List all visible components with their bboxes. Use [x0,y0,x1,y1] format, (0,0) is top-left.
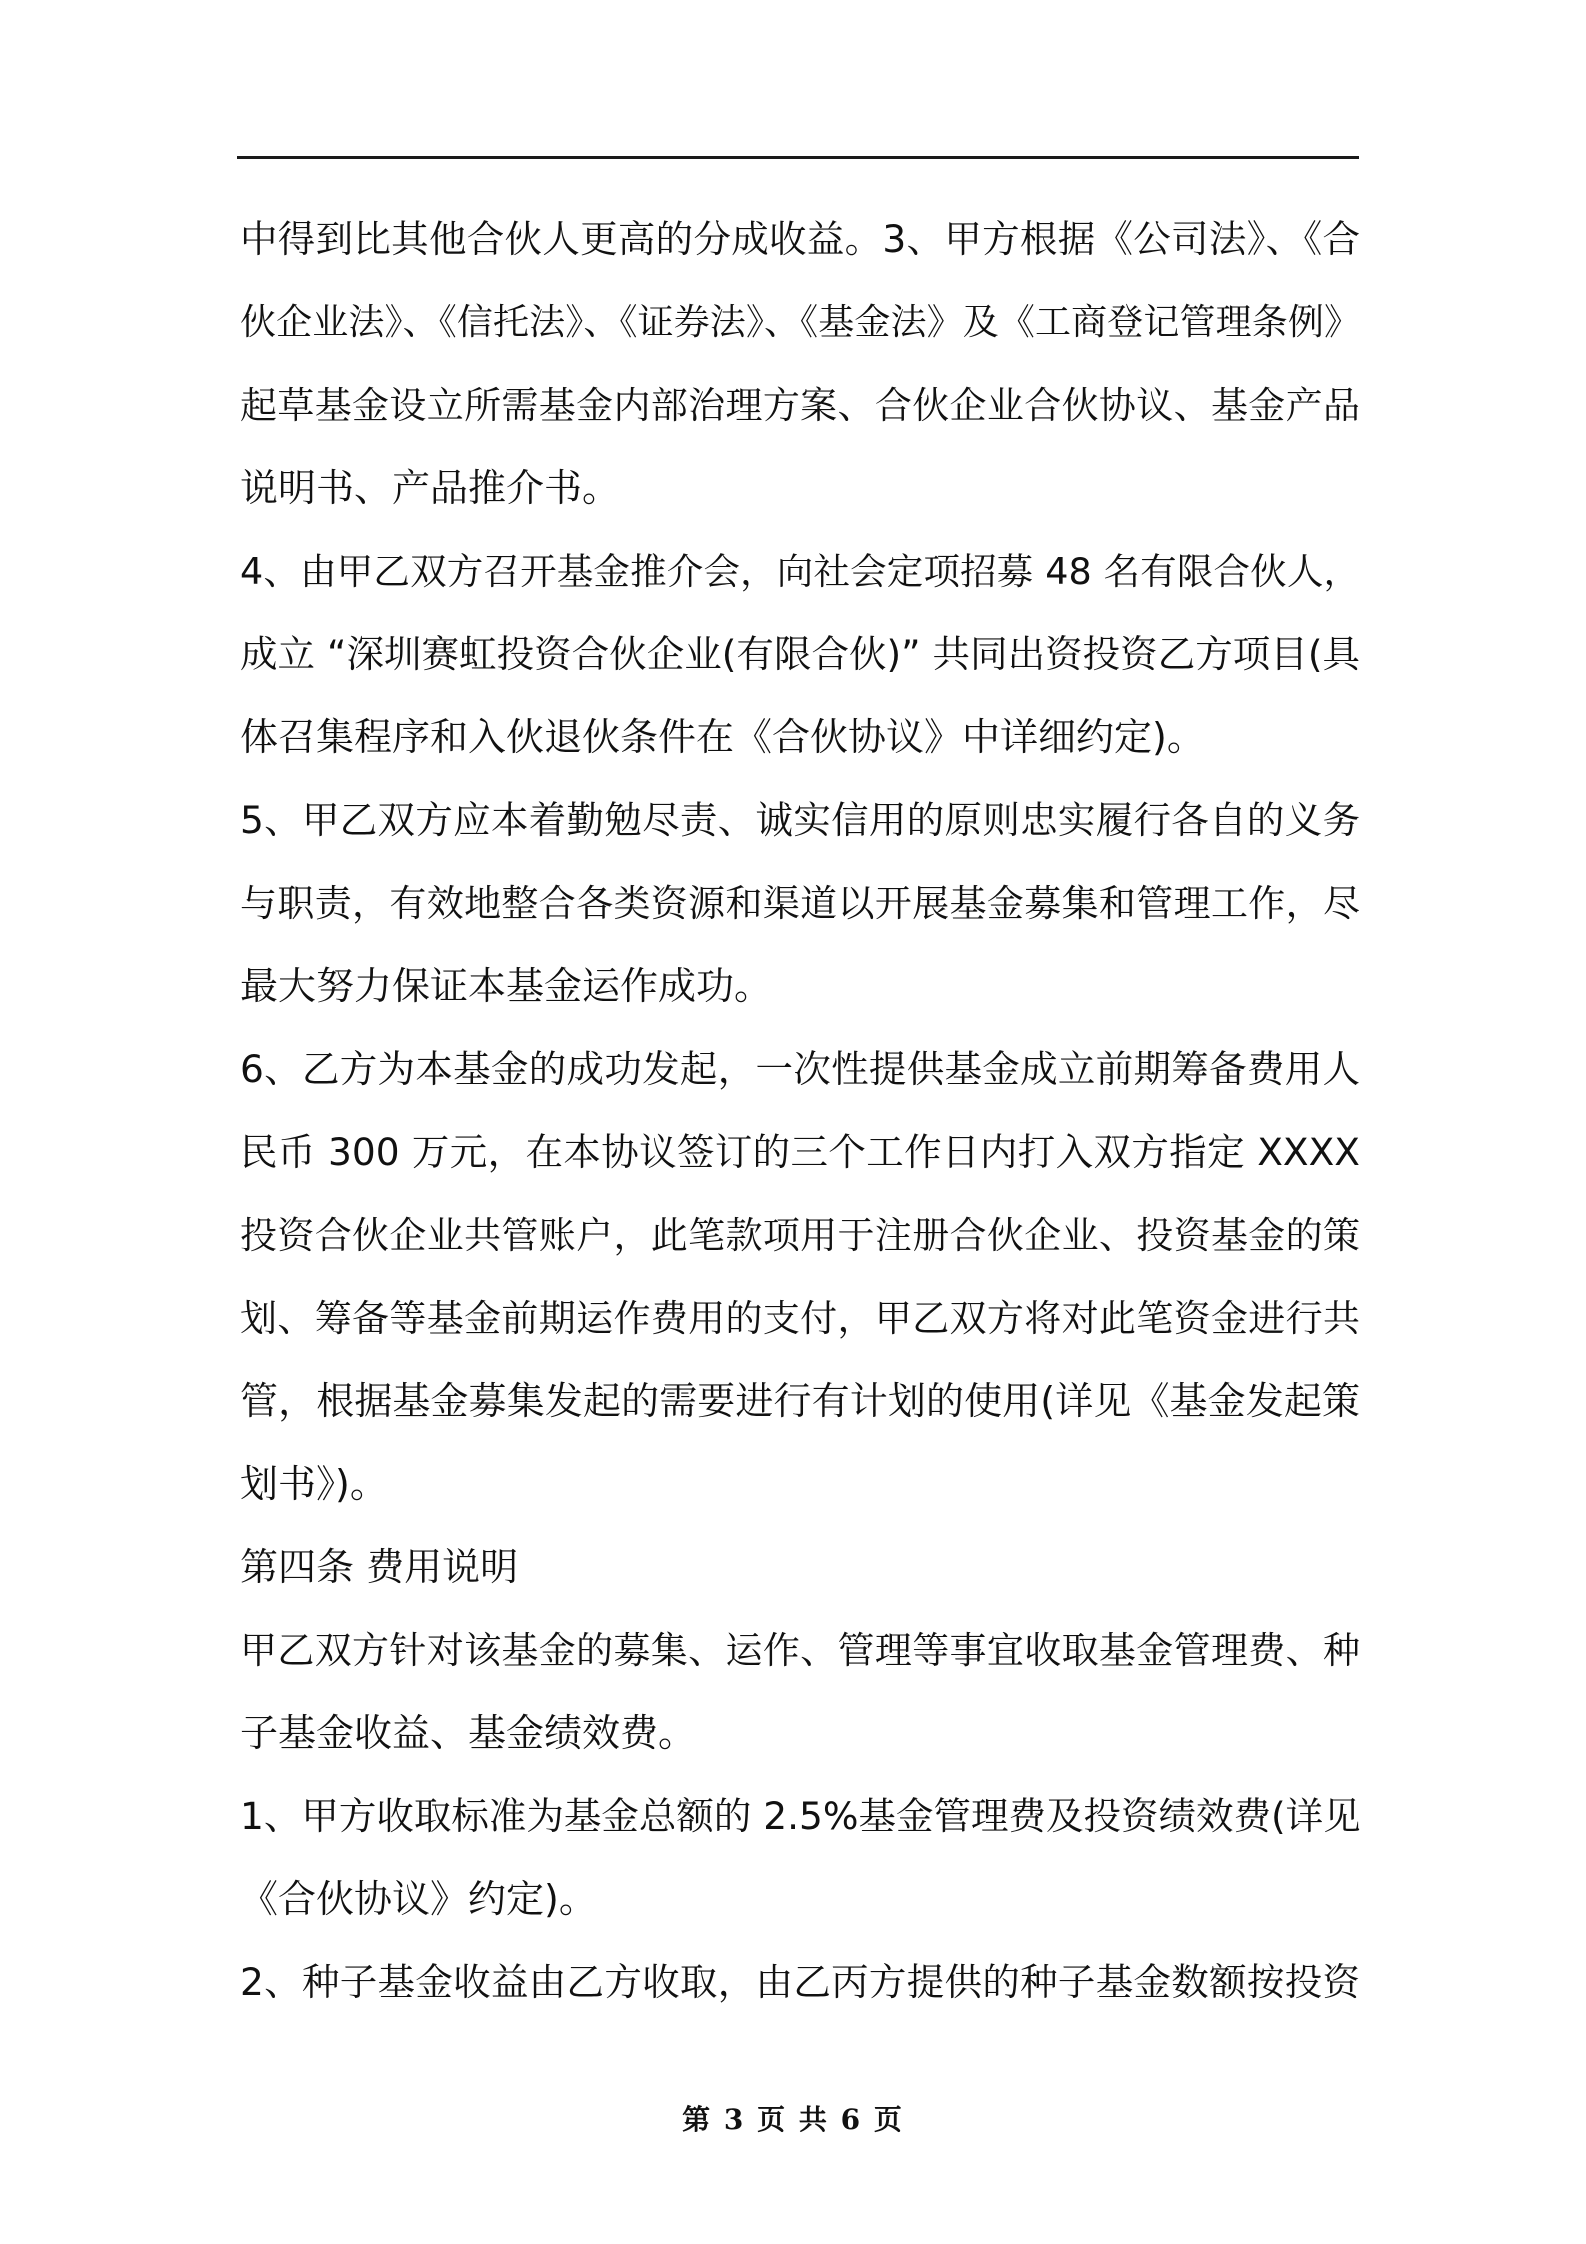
body-line: 管，根据基金募集发起的需要进行有计划的使用(详见《基金发起策 [240,1379,1360,1423]
section-heading: 第四条 费用说明 [240,1545,519,1589]
body-line: 中得到比其他合伙人更高的分成收益。3、甲方根据《公司法》、《合 [240,217,1360,261]
body-line: 4、由甲乙双方召开基金推介会，向社会定项招募 48 名有限合伙人， [240,550,1360,593]
body-line: 民币 300 万元，在本协议签订的三个工作日内打入双方指定 XXXX [240,1130,1360,1174]
body-line: 《合伙协议》约定)。 [240,1877,597,1921]
body-line: 伙企业法》、《信托法》、《证券法》、《基金法》及《工商登记管理条例》 [240,302,1360,343]
body-line: 体召集程序和入伙退伙条件在《合伙协议》中详细约定)。 [240,715,1205,759]
page-number: 第 3 页 共 6 页 [682,2103,904,2136]
body-line: 起草基金设立所需基金内部治理方案、合伙企业合伙协议、基金产品 [240,384,1360,427]
body-line: 说明书、产品推介书。 [240,466,621,510]
body-line: 甲乙双方针对该基金的募集、运作、管理等事宜收取基金管理费、种 [240,1629,1360,1672]
header-rule [237,156,1359,159]
body-line: 划书》)。 [240,1462,388,1506]
body-line: 成立 “深圳赛虹投资合伙企业(有限合伙)” 共同出资投资乙方项目(具 [240,632,1360,676]
body-line: 与职责，有效地整合各类资源和渠道以开展基金募集和管理工作，尽 [240,882,1360,925]
body-line: 划、筹备等基金前期运作费用的支付，甲乙双方将对此笔资金进行共 [240,1297,1360,1340]
body-line: 2、种子基金收益由乙方收取，由乙丙方提供的种子基金数额按投资 [240,1960,1360,2004]
document-body [240,198,1360,2024]
body-line: 最大努力保证本基金运作成功。 [240,964,773,1008]
body-line: 1、甲方收取标准为基金总额的 2.5%基金管理费及投资绩效费(详见 [240,1794,1361,1838]
body-line: 投资合伙企业共管账户，此笔款项用于注册合伙企业、投资基金的策 [240,1214,1360,1257]
body-line: 5、甲乙双方应本着勤勉尽责、诚实信用的原则忠实履行各自的义务 [240,798,1360,842]
body-line: 6、乙方为本基金的成功发起，一次性提供基金成立前期筹备费用人 [240,1047,1360,1091]
body-line: 子基金收益、基金绩效费。 [240,1711,697,1755]
